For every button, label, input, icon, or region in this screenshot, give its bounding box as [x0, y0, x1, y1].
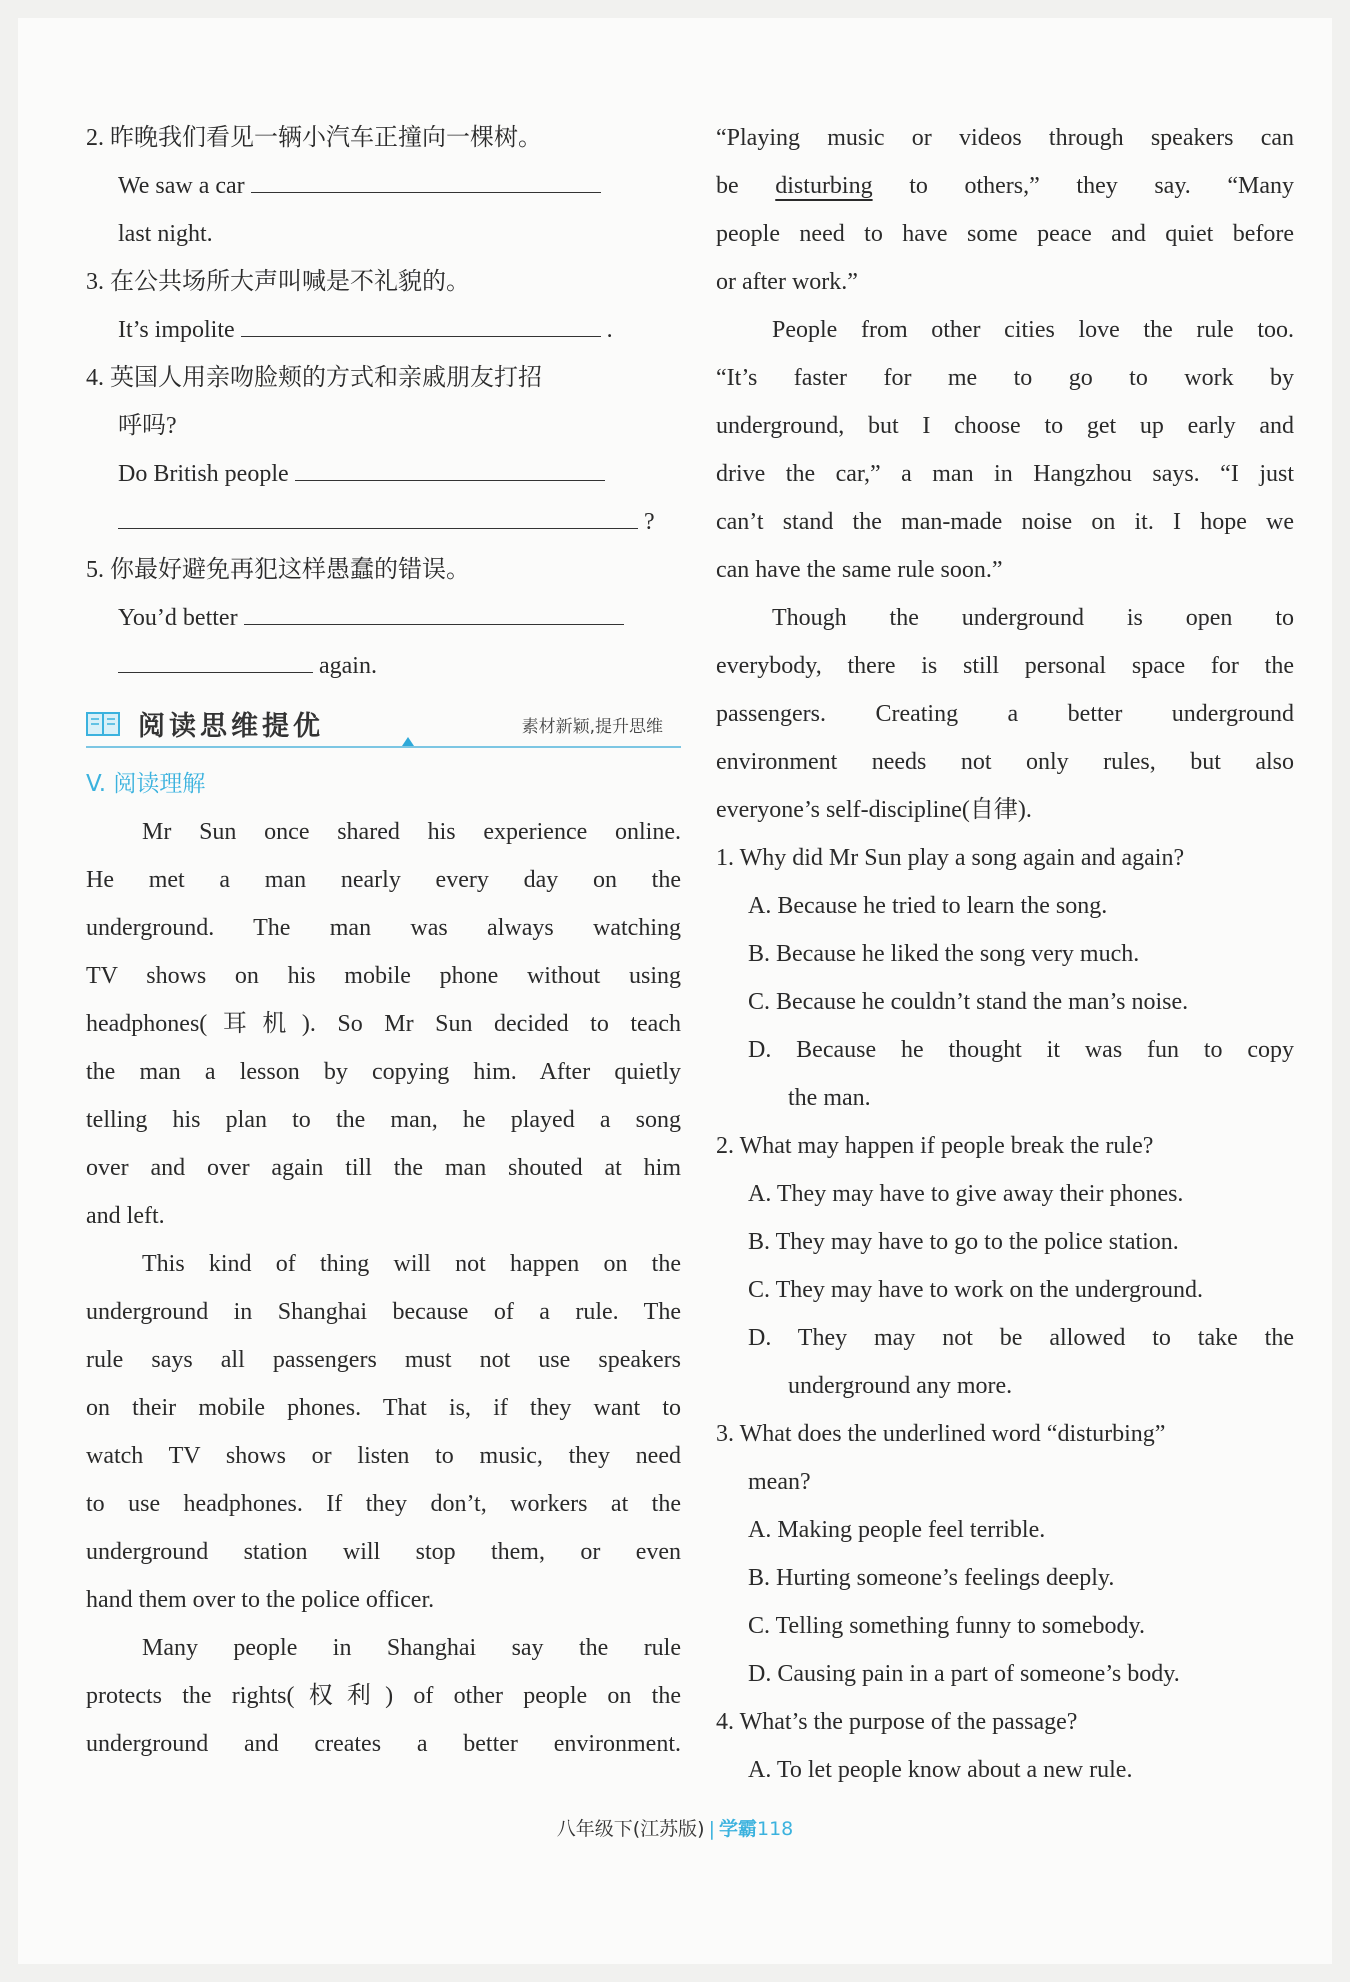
q4-answer-line-2: [86, 498, 681, 546]
q2-option-c[interactable]: C. They may have to work on the underground.: [748, 1277, 1204, 1303]
passage-line: Though the underground is open to: [772, 605, 1294, 631]
passage-line: This kind of thing will not happen on the: [142, 1251, 681, 1277]
passage-line: people need to have some peace and quiet before: [716, 221, 1294, 247]
q5-prompt: You’d better: [118, 605, 238, 631]
passage-line: rule says all passengers must not use speakers: [86, 1347, 681, 1373]
q4-chinese-1: 4. 英国人用亲吻脸颊的方式和亲戚朋友打招: [86, 365, 542, 391]
reading-subhead: V. 阅读理解: [86, 771, 206, 797]
q1-option-d-cont: the man.: [788, 1085, 871, 1111]
passage-line: People from other cities love the rule too.: [772, 317, 1294, 343]
q1-option-c[interactable]: C. Because he couldn’t stand the man’s noise.: [748, 989, 1189, 1015]
q3-blank[interactable]: [241, 306, 601, 337]
footer-separator: |: [708, 1818, 715, 1840]
q4-blank-1[interactable]: [295, 450, 605, 481]
passage-line: “It’s faster for me to go to work by: [716, 365, 1294, 391]
q5-chinese: 5. 你最好避免再犯这样愚蠢的错误。: [86, 557, 470, 583]
passage-line: can’t stand the man-made noise on it. I hope we: [716, 509, 1294, 535]
passage-line: on their mobile phones. That is, if they want to: [86, 1395, 681, 1421]
q4-question-mark: ?: [644, 509, 655, 535]
q2-end: last night.: [118, 221, 213, 247]
passage-line: to use headphones. If they don’t, workers at the: [86, 1491, 681, 1517]
workbook-page: [18, 18, 1332, 1964]
footer-brand: 学霸: [718, 1818, 757, 1840]
passage-line: underground, but I choose to get up early and: [716, 413, 1294, 439]
q5-blank-1[interactable]: [244, 594, 624, 625]
section-title: 阅读思维提优: [138, 711, 324, 742]
page-number: 118: [756, 1818, 794, 1840]
q4-option-a[interactable]: A. To let people know about a new rule.: [748, 1757, 1133, 1783]
q2-option-d-cont: underground any more.: [788, 1373, 1013, 1399]
passage-line-underlined: [716, 162, 1294, 210]
passage-word: to others,” they say. “Many: [909, 173, 1295, 199]
passage-line: telling his plan to the man, he played a song: [86, 1107, 681, 1133]
q3-period: .: [606, 317, 613, 343]
q4-chinese-2: 呼吗?: [118, 413, 177, 439]
q3-chinese: 3. 在公共场所大声叫喊是不礼貌的。: [86, 269, 470, 295]
q3-stem-cont: mean?: [748, 1469, 811, 1495]
page-footer: [18, 1814, 1332, 1841]
q4-stem: 4. What’s the purpose of the passage?: [716, 1709, 1078, 1735]
q4-blank-2[interactable]: [118, 498, 638, 529]
underlined-word: disturbing: [775, 173, 873, 199]
passage-line: can have the same rule soon.”: [716, 557, 1003, 583]
q1-stem: 1. Why did Mr Sun play a song again and again?: [716, 845, 1185, 871]
q3-option-d[interactable]: D. Causing pain in a part of someone’s body.: [748, 1661, 1180, 1687]
q2-stem: 2. What may happen if people break the rule?: [716, 1133, 1154, 1159]
passage-line: He met a man nearly every day on the: [86, 867, 681, 893]
passage-line: or after work.”: [716, 269, 858, 295]
q5-answer-line-2: [86, 642, 681, 690]
passage-line: drive the car,” a man in Hangzhou says. “I just: [716, 461, 1294, 487]
right-column: [716, 114, 1294, 1794]
passage-line: underground. The man was always watching: [86, 915, 681, 941]
passage-line: environment needs not only rules, but also: [716, 749, 1294, 775]
q3-answer-line: [86, 306, 681, 354]
q2-chinese: 2. 昨晚我们看见一辆小汽车正撞向一棵树。: [86, 125, 542, 151]
passage-line: TV shows on his mobile phone without using: [86, 963, 681, 989]
q2-blank[interactable]: [251, 162, 601, 193]
section-divider: [86, 746, 681, 748]
passage-line: Many people in Shanghai say the rule: [142, 1635, 681, 1661]
q3-stem: 3. What does the underlined word “disturbing”: [716, 1421, 1166, 1447]
passage-line: the man a lesson by copying him. After quietly: [86, 1059, 681, 1085]
q3-option-b[interactable]: B. Hurting someone’s feelings deeply.: [748, 1565, 1115, 1591]
q2-option-b[interactable]: B. They may have to go to the police station.: [748, 1229, 1179, 1255]
q5-answer-line: [86, 594, 681, 642]
passage-line: passengers. Creating a better underground: [716, 701, 1294, 727]
passage-line: headphones(耳机). So Mr Sun decided to teach: [86, 1011, 681, 1037]
q5-again: again.: [319, 653, 377, 679]
passage-line: protects the rights(权利) of other people on the: [86, 1683, 681, 1709]
q1-option-d[interactable]: D. Because he thought it was fun to copy: [748, 1037, 1294, 1063]
passage-line: watch TV shows or listen to music, they need: [86, 1443, 681, 1469]
left-column: [86, 114, 681, 1768]
q3-option-a[interactable]: A. Making people feel terrible.: [748, 1517, 1046, 1543]
section-tag: 素材新颖,提升思维: [521, 717, 663, 737]
q4-prompt: Do British people: [118, 461, 289, 487]
passage-line: underground in Shanghai because of a rule. The: [86, 1299, 681, 1325]
q5-blank-2[interactable]: [118, 642, 313, 673]
q1-option-a[interactable]: A. Because he tried to learn the song.: [748, 893, 1108, 919]
q1-option-b[interactable]: B. Because he liked the song very much.: [748, 941, 1140, 967]
passage-line: hand them over to the police officer.: [86, 1587, 435, 1613]
q3-option-c[interactable]: C. Telling something funny to somebody.: [748, 1613, 1145, 1639]
divider-marker: [402, 737, 414, 746]
open-book-icon: [86, 710, 120, 738]
passage-line: everybody, there is still personal space for the: [716, 653, 1294, 679]
passage-line: underground station will stop them, or even: [86, 1539, 681, 1565]
q2-answer-line: [86, 162, 681, 210]
passage-line: “Playing music or videos through speakers can: [716, 125, 1294, 151]
section-header: [86, 696, 681, 756]
passage-left: [86, 808, 681, 1768]
passage-line: over and over again till the man shouted at him: [86, 1155, 681, 1181]
passage-line: and left.: [86, 1203, 165, 1229]
passage-line: everyone’s self-discipline(自律).: [716, 797, 1032, 823]
passage-line: underground and creates a better environment.: [86, 1731, 681, 1757]
footer-grade: 八年级下(江苏版): [556, 1818, 705, 1840]
passage-line: Mr Sun once shared his experience online.: [142, 819, 681, 845]
q2-prompt: We saw a car: [118, 173, 245, 199]
q3-prompt: It’s impolite: [118, 317, 235, 343]
q2-option-a[interactable]: A. They may have to give away their phones.: [748, 1181, 1184, 1207]
q2-option-d[interactable]: D. They may not be allowed to take the: [748, 1325, 1294, 1351]
passage-word: be: [716, 173, 739, 199]
q4-answer-line: [86, 450, 681, 498]
